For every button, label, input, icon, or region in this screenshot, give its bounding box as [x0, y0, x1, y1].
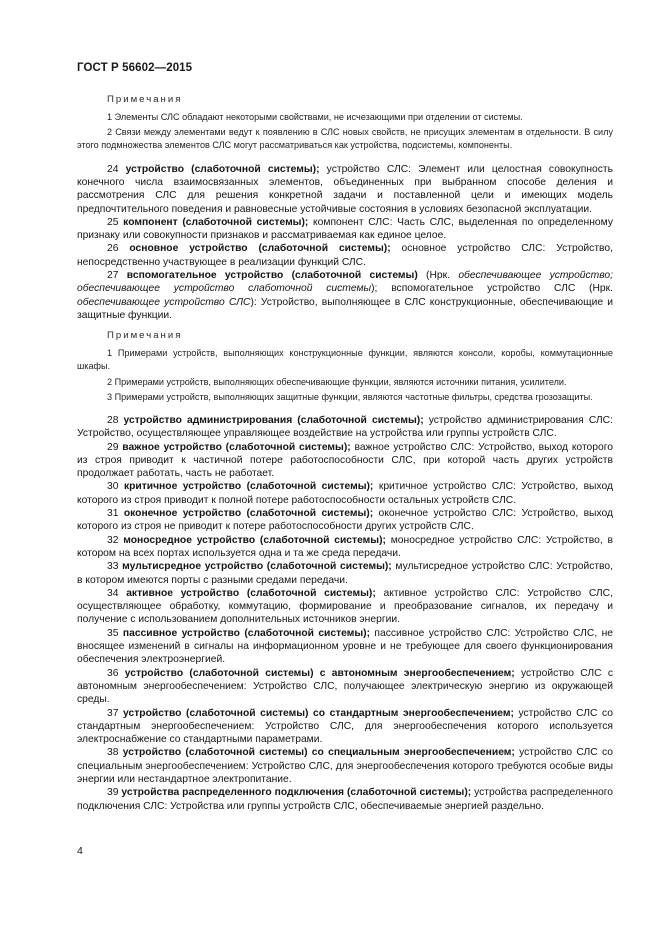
- standard-header: ГОСТ Р 56602—2015: [77, 62, 193, 74]
- term-definition: 33 мультисредное устройство (слаботочной системы); мультисредное устройство СЛС: Устройство, в котором имеются порты с разными средами передачи.: [77, 561, 613, 586]
- page-content: [77, 94, 613, 813]
- term-name: мультисредное устройство (слаботочной системы);: [122, 561, 392, 573]
- term-name: устройство (слаботочной системы) с автономным энергообеспечением;: [124, 667, 515, 679]
- term-definition: 37 устройство (слаботочной системы) со стандартным энергообеспечением; устройство СЛС со стандартным энергообеспечением: Устройство СЛС, для энергообеспечения которого используется электроснабжение со стандартными параметрами.: [77, 707, 613, 746]
- term-name: компонент (слаботочной системы);: [123, 216, 309, 228]
- term-name: устройство (слаботочной системы) со специальным энергообеспечением;: [122, 747, 515, 759]
- notes-title: Примечания: [107, 330, 183, 342]
- term-name: устройство (слаботочной системы);: [125, 163, 320, 175]
- note-item: 1 Примерами устройств, выполняющих конструкционные функции, являются консоли, коробы, коммутационные шкафы.: [77, 348, 613, 372]
- page-number: 4: [77, 845, 83, 857]
- term-definition: 28 устройство администрирования (слаботочной системы); устройство администрирования СЛС: Устройство, осуществляющее управляющее воздействие на устройства или группы устройств СЛС.: [77, 414, 613, 440]
- term-definition: 25 компонент (слаботочной системы); компонент СЛС: Часть СЛС, выделенная по определенному признаку или совокупности признаков и рассматриваемая как единое целое.: [77, 216, 613, 242]
- term-definition: 34 активное устройство (слаботочной системы); активное устройство СЛС: Устройство СЛС, осуществляющее обработку, коммутацию, формирование и преобразование сигналов, их передачу и получение с использованием дополнительных источников энергии.: [77, 587, 613, 626]
- term-definition: 24 устройство (слаботочной системы); устройство СЛС: Элемент или целостная совокупность конечного числа взаимосвязанных элементов, объединенных при выбранном способе деления и рассмотрения СЛС для решения конкретной задачи и поставленной цели и имеющих модель предпочтительного поведения и равновесные устойчивые состояния в условиях безопасной эксплуатации.: [77, 163, 613, 215]
- term-name: важное устройство (слаботочной системы);: [122, 441, 351, 453]
- term-definition: 26 основное устройство (слаботочной системы); основное устройство СЛС: Устройство, непосредственно участвующее в реализации функций СЛС.: [77, 243, 613, 268]
- term-name: критичное устройство (слаботочной системы);: [123, 481, 374, 493]
- note-item: 3 Примерами устройств, выполняющих защитные функции, являются частотные фильтры, средства грозозащиты.: [107, 391, 593, 402]
- term-name: устройства распределенного подключения (слаботочной системы);: [121, 787, 472, 799]
- notes-title: Примечания: [107, 94, 183, 105]
- term-name: основное устройство (слаботочной системы);: [129, 243, 391, 255]
- term-definition: 36 устройство (слаботочной системы) с автономным энергообеспечением; устройство СЛС с автономным энергообеспечением: Устройство СЛС, получающее электрическую энергию из окружающей среды.: [77, 667, 613, 706]
- term-definition: 30 критичное устройство (слаботочной системы); критичное устройство СЛС: Устройство, выход которого из строя приводит к полной потере работоспособности остальных устройств СЛС.: [77, 481, 613, 506]
- term-name: устройство администрирования (слаботочной системы);: [123, 414, 424, 426]
- term-name: моносредное устройство (слаботочной системы);: [123, 534, 386, 546]
- term-name: устройство (слаботочной системы) со стандартным энергообеспечением;: [123, 707, 514, 719]
- note-item: 2 Связи между элементами ведут к появлению в СЛС новых свойств, не присущих элементам в отдельности. В силу этого подмножества элементов СЛС могут рассматриваться как устройства, подсистемы, компоненты.: [77, 127, 613, 151]
- term-name: вспомогательное устройство (слаботочной системы): [126, 269, 418, 281]
- term-definition: 35 пассивное устройство (слаботочной системы); пассивное устройство СЛС: Устройство СЛС, не вносящее изменений в сигналы на информационном уровне и не требующее для своего функционирования обеспечения электроэнергией.: [77, 627, 613, 666]
- term-definition: 29 важное устройство (слаботочной системы); важное устройство СЛС: Устройство, выход которого из строя приводит к частичной потере работоспособности СЛС, при которой часть других устройств продолжает работать, часть не работает.: [77, 441, 613, 480]
- term-name: активное устройство (слаботочной системы);: [126, 587, 376, 599]
- term-definition: 32 моносредное устройство (слаботочной системы); моносредное устройство СЛС: Устройство, в котором на всех портах используется одна и та же среда передачи.: [77, 534, 613, 559]
- note-item: 2 Примерами устройств, выполняющих обеспечивающие функции, являются источники питания, усилители.: [107, 376, 567, 387]
- term-definition: 39 устройства распределенного подключения (слаботочной системы); устройства распределенного подключения СЛС: Устройства или группы устройств СЛС, обеспечиваемые энергией раздельно.: [77, 787, 613, 812]
- term-name: пассивное устройство (слаботочной системы);: [122, 627, 371, 639]
- note-item: 1 Элементы СЛС обладают некоторыми свойствами, не исчезающими при отделении от системы.: [107, 112, 523, 122]
- term-definition: 27 вспомогательное устройство (слаботочной системы) (Нрк. обеспечивающее устройство; обеспечивающее устройство слаботочной системы); вспомогательное устройство СЛС (Нрк. обеспечивающее устройство СЛС): Устройство, выполняющее в СЛС конструкционные, обеспечивающие и защитные функции.: [77, 269, 614, 321]
- term-name: оконечное устройство (слаботочной системы);: [123, 508, 374, 520]
- term-definition: 38 устройство (слаботочной системы) со специальным энергообеспечением; устройство СЛС со специальным энергообеспечением: Устройство СЛС, для энергообеспечения которого требуются особые виды энергии или нестандартное электропитание.: [77, 747, 613, 785]
- term-definition: 31 оконечное устройство (слаботочной системы); оконечное устройство СЛС: Устройство, выход которого из строя не приводит к потере работоспособности других устройств СЛС.: [77, 508, 613, 533]
